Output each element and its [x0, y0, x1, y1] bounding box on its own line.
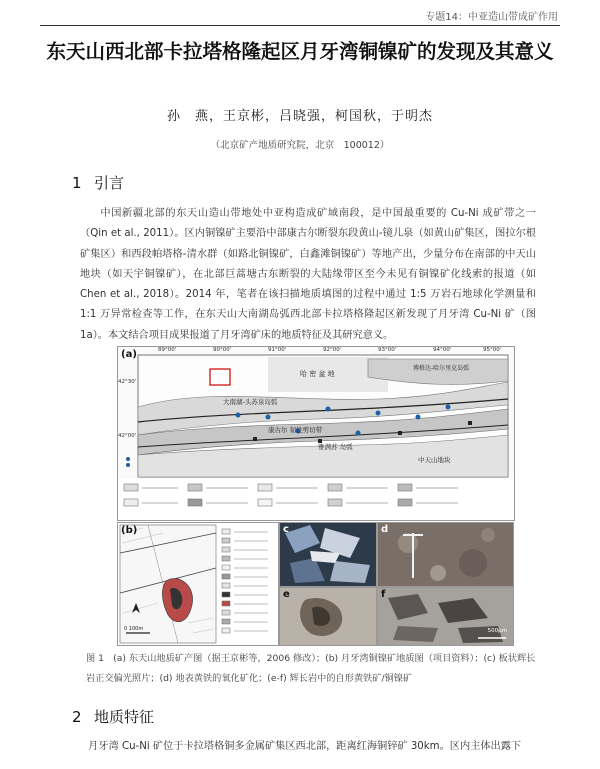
scale-bar-label: 0 100m — [124, 626, 144, 632]
section-title: 地质特征 — [94, 708, 155, 726]
lon-label: 91°00' — [268, 347, 287, 353]
body-paragraph: 中国新疆北部的东天山造山带地处中亚构造成矿域南段，是中国最重要的 Cu-Ni 成矿带之一（Qin et al., 2011）。区内铜镍矿主要沿中部康古尔断裂东段黄山-镜儿泉（如黄山矿集区，图拉尔根矿集区）和西段帕塔格-清水群（如路北铜镍矿，白鑫滩铜镍矿）等地产出，少量分布在南部的中天山地块（如天宇铜镍矿），在北部巨蒿塘古东断裂的大陆缘带区至今未见有铜镍矿化线索的报道（如 Chen et al., 2018）。2014 年，笔者在该扫描地质填图的过程中通过 1:5 万岩石地球化学测量和 1:1 万异常检查等工作，在东天山大南湖岛弧西北部卡拉塔格隆起区新发现了月牙湾 Cu-Ni 矿（图 1a）。本文结合项目成果报道了月牙湾矿床的地质特征及其研究意义。 — [80, 208, 536, 341]
reflected-light-graphic — [378, 588, 513, 645]
author-list: 孙 燕，王京彬，吕晓强，柯国秋，于明杰 — [166, 109, 433, 124]
lon-label: 94°00' — [433, 347, 452, 353]
panel-label-f: f — [381, 589, 386, 600]
panel-c-photo — [279, 522, 377, 587]
running-head: 专题14：中亚造山带成矿作用 — [425, 12, 558, 23]
region-label: 雅满苏 岛弧 — [318, 443, 353, 451]
affiliation: （北京矿产地质研究院，北京 100012） — [210, 140, 390, 151]
lat-label: 42°30' — [118, 379, 137, 385]
region-label: 康古尔 韧性剪切带 — [268, 426, 323, 434]
panel-e-photo — [279, 587, 377, 646]
specimen-graphic — [280, 588, 376, 645]
region-label: 哈 密 盆 地 — [300, 370, 335, 378]
lon-label: 90°00' — [213, 347, 232, 353]
lon-label: 93°00' — [378, 347, 397, 353]
section-heading-1 — [72, 172, 124, 193]
figure-caption: 图 1 (a) 东天山地质矿产图（据王京彬等，2006 修改）；(b) 月牙湾铜镍矿地质图（项目资料）；(c) 板状辉长岩正交偏光照片；(d) 地表黄铁的氧化矿化；(e-f) 辉长岩中的自形黄铁矿/铜镍矿 — [86, 653, 536, 684]
header-rule — [40, 25, 560, 26]
region-label: 中天山地块 — [418, 456, 451, 464]
panel-label-b: (b) — [121, 525, 138, 536]
outcrop-graphic — [378, 523, 513, 586]
section-heading-2 — [72, 706, 154, 727]
micrograph-graphic — [280, 523, 376, 586]
panel-label-e: e — [283, 589, 290, 600]
article-title: 东天山西北部卡拉塔格隆起区月牙湾铜镍矿的发现及其意义 — [46, 40, 554, 63]
region-label: 博格达-哈尔里克岛弧 — [413, 365, 470, 372]
scale-bar-label: 500μm — [487, 628, 507, 634]
section-number: 1 — [72, 174, 82, 192]
section-title: 引言 — [94, 174, 125, 192]
panel-a-map — [117, 346, 515, 521]
panel-d-photo — [377, 522, 514, 587]
body-paragraph: 月牙湾 Cu-Ni 矿位于卡拉塔格铜多金属矿集区西北部，距离红海铜锌矿 30km。区内主体出露下 — [88, 741, 522, 752]
panel-f-photo — [377, 587, 514, 646]
region-label: 大南湖-头苏泉岛弧 — [223, 398, 278, 406]
panel-b-map — [117, 522, 279, 646]
lat-label: 42°00' — [118, 433, 137, 439]
panel-label-d: d — [381, 524, 389, 535]
lon-label: 95°00' — [483, 347, 502, 353]
lon-label: 89°00' — [158, 347, 177, 353]
figure-1 — [117, 346, 513, 646]
lon-label: 92°00' — [323, 347, 342, 353]
section-number: 2 — [72, 708, 82, 726]
panel-label-a: (a) — [121, 349, 137, 360]
panel-label-c: c — [283, 524, 289, 535]
